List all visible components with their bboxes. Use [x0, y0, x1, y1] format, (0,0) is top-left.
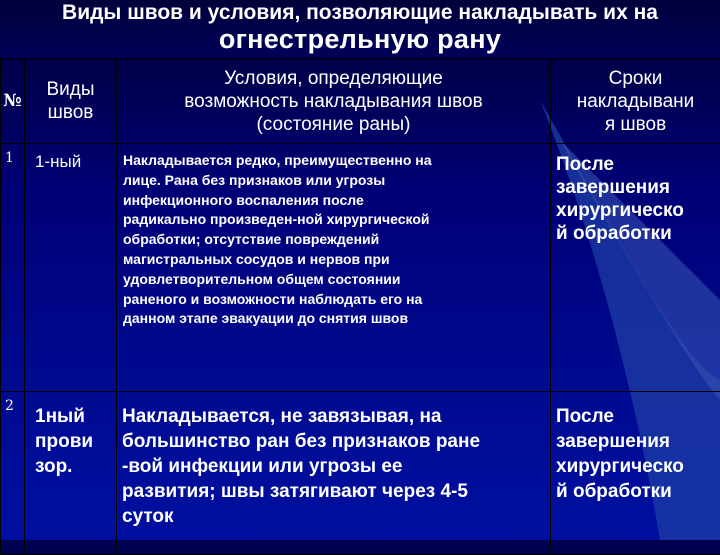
row-number: 1 [1, 144, 25, 392]
row-suture-type: 1-ный [25, 144, 117, 392]
table-row [1, 392, 720, 555]
title-line-1: Виды швов и условия, позволяющие накладывать их на [0, 1, 720, 25]
suture-table [0, 58, 720, 555]
row-timing: После завершения хирургическо й обработки [551, 392, 720, 555]
table-row [1, 144, 720, 392]
row-conditions: Накладывается редко, преимущественно на лице. Рана без признаков или угрозы инфекционного воспаления после радикально произведен-ной хирургической обработки; отсутствие повреждений магистральных сосудов и нервов при удовлетворительном общем состоянии раненого и возможности наблюдать его на данном этапе эвакуации до снятия швов [117, 144, 551, 392]
header-timing: Сроки накладывани я швов [551, 59, 720, 144]
title-line-2: огнестрельную рану [0, 24, 720, 54]
header-number: № [1, 59, 25, 144]
table-header-row [1, 59, 720, 144]
header-conditions: Условия, определяющие возможность накладывания швов (состояние раны) [117, 59, 551, 144]
row-number: 2 [1, 392, 25, 555]
row-conditions: Накладывается, не завязывая, на большинство ран без признаков ране -вой инфекции или угрозы ее развития; швы затягивают через 4-5 суток [117, 392, 551, 555]
header-suture-type: Виды швов [25, 59, 117, 144]
row-suture-type: 1ный прови зор. [25, 392, 117, 555]
row-timing: После завершения хирургическо й обработки [551, 144, 720, 392]
